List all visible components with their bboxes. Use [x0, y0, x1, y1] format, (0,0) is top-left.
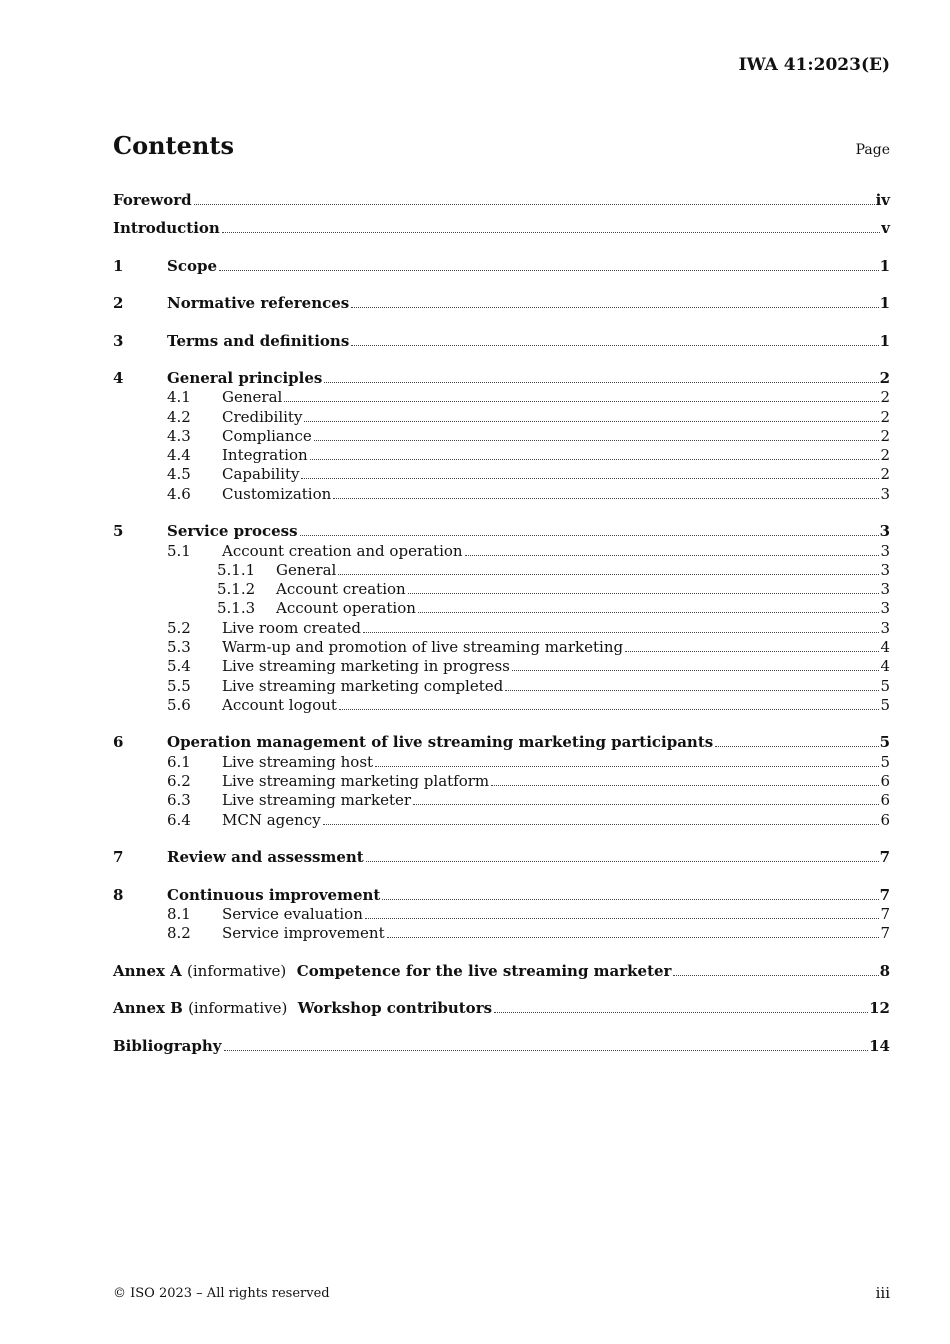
toc-entry-title: Integration [222, 446, 308, 465]
toc-entry-number: 6.2 [167, 772, 191, 791]
dot-leader [339, 709, 880, 710]
toc-entry-number: 1 [113, 256, 124, 275]
toc-entry-page: 2 [880, 388, 890, 407]
dot-leader [365, 918, 880, 919]
toc-entry[interactable] [113, 875, 890, 904]
toc-entry-title: Warm-up and promotion of live streaming marketing [222, 638, 624, 657]
annex-title: Competence for the live streaming marketer [296, 961, 672, 980]
toc-entry[interactable] [113, 904, 890, 923]
toc-entry[interactable] [113, 617, 890, 636]
toc-entry[interactable] [113, 637, 890, 656]
toc-entry[interactable] [113, 598, 890, 617]
toc-entry-title: Service process [167, 522, 298, 541]
toc-entry-number: 7 [113, 848, 124, 867]
dot-leader [625, 651, 879, 652]
toc-entry[interactable] [113, 656, 890, 675]
toc-entry-number: 5 [113, 522, 124, 541]
toc-entry-number: 2 [113, 294, 124, 312]
toc-entry[interactable] [113, 560, 890, 579]
page-column-label: Page [855, 142, 890, 158]
toc-entry-number: 8.1 [167, 904, 191, 923]
toc-entry-title: Capability [222, 465, 300, 484]
dot-leader [505, 690, 879, 691]
toc-entry-number: 4.1 [167, 388, 191, 407]
dot-leader [314, 440, 880, 441]
toc-entry-title: Foreword [113, 190, 192, 209]
toc-entry-title: Service evaluation [222, 904, 363, 923]
toc-entry-page: 5 [880, 695, 890, 714]
toc-entry-number: 4.2 [167, 407, 191, 426]
toc-entry-title: Live streaming marketing in progress [222, 657, 510, 676]
toc-entry-title: Customization [222, 484, 332, 503]
toc-entry-title: Terms and definitions [167, 331, 350, 350]
toc-entry-page: 3 [880, 618, 890, 637]
dot-leader [351, 345, 878, 346]
table-of-contents [113, 180, 890, 1055]
dot-leader [219, 270, 879, 271]
toc-entry[interactable] [113, 675, 890, 694]
toc-entry-title: Account logout [222, 695, 337, 714]
dot-leader [491, 785, 879, 786]
toc-entry-title: MCN agency [222, 810, 321, 829]
dot-leader [222, 232, 880, 233]
toc-entry-page: 3 [880, 484, 890, 503]
dot-leader [494, 1012, 868, 1013]
toc-entry-number: 5.1.1 [217, 560, 256, 579]
toc-entry-number: 4.4 [167, 446, 191, 465]
toc-entry[interactable] [113, 540, 890, 559]
toc-entry-number: 5.1 [167, 541, 191, 560]
toc-entry-title: Live streaming host [222, 752, 374, 771]
toc-entry[interactable] [113, 838, 890, 867]
dot-leader [387, 937, 880, 938]
toc-entry-page: 2 [880, 465, 890, 484]
toc-entry[interactable] [113, 426, 890, 445]
dot-leader [304, 421, 879, 422]
toc-entry-page: v [881, 219, 890, 237]
toc-entry[interactable] [113, 445, 890, 464]
dot-leader [715, 746, 878, 747]
toc-entry-title: Continuous improvement [167, 885, 381, 904]
toc-entry-page: 7 [880, 924, 890, 943]
annex-qualifier: (informative) [187, 961, 287, 980]
toc-entry-number: 5.6 [167, 695, 191, 714]
toc-entry-number: 5.3 [167, 638, 191, 657]
toc-entry-page: 2 [880, 426, 890, 445]
toc-entry-title: Compliance [222, 426, 312, 445]
toc-annex-title [113, 999, 492, 1017]
toc-entry-number: 6.4 [167, 810, 191, 829]
toc-entry-page: 1 [879, 256, 890, 275]
document-identifier: IWA 41:2023(E) [738, 55, 890, 75]
toc-entry-page: 5 [879, 733, 890, 752]
dot-leader [382, 899, 878, 900]
toc-entry-page: 3 [880, 599, 890, 618]
toc-entry-page: 7 [880, 904, 890, 923]
toc-entry-title: Review and assessment [167, 848, 364, 867]
contents-heading: Contents [113, 131, 234, 160]
toc-entry[interactable] [113, 579, 890, 598]
toc-entry-title: Live streaming marketing completed [222, 676, 504, 695]
toc-annex-title [113, 962, 671, 980]
toc-entry[interactable] [113, 771, 890, 790]
toc-entry-title: Credibility [222, 407, 303, 426]
toc-entry-page: 7 [879, 848, 890, 867]
dot-leader [284, 401, 879, 402]
toc-entry-number: 5.4 [167, 657, 191, 676]
toc-entry-page: 2 [880, 446, 890, 465]
toc-entry-title: Account creation and operation [222, 541, 463, 560]
toc-entry-title: Bibliography [113, 1036, 222, 1055]
toc-entry-page: 4 [880, 657, 890, 676]
toc-entry-page: 12 [869, 999, 890, 1018]
toc-entry-page: 8 [879, 961, 890, 980]
dot-leader [465, 555, 880, 556]
toc-entry-number: 5.2 [167, 618, 191, 637]
dot-leader [366, 861, 879, 862]
toc-entry-page: 3 [880, 560, 890, 579]
dot-leader [324, 382, 878, 383]
dot-leader [338, 574, 879, 575]
toc-entry-number: 4 [113, 369, 124, 387]
toc-entry-title: Scope [167, 256, 218, 275]
toc-entry[interactable] [113, 483, 890, 502]
dot-leader [418, 612, 880, 613]
dot-leader [194, 204, 875, 205]
toc-entry-title: Introduction [113, 219, 220, 237]
dot-leader [301, 478, 879, 479]
annex-qualifier: (informative) [188, 999, 288, 1018]
toc-entry[interactable] [113, 359, 890, 388]
toc-entry[interactable] [113, 723, 890, 752]
toc-entry-number: 8 [113, 885, 124, 904]
toc-entry-page: 5 [880, 752, 890, 771]
toc-entry-title: Operation management of live streaming marketing participants [167, 733, 714, 752]
toc-entry[interactable] [113, 321, 890, 350]
dot-leader [413, 804, 879, 805]
toc-entry-number: 3 [113, 331, 124, 350]
toc-entry[interactable] [113, 751, 890, 770]
toc-entry[interactable] [113, 923, 890, 942]
toc-entry-page: 14 [869, 1036, 890, 1055]
toc-entry-title: Live streaming marketing platform [222, 772, 490, 791]
copyright-notice: © ISO 2023 – All rights reserved [113, 1286, 330, 1301]
toc-entry-page: 1 [879, 294, 890, 312]
dot-leader [351, 307, 878, 308]
dot-leader [224, 1050, 869, 1051]
toc-entry-number: 5.1.3 [217, 599, 256, 618]
toc-entry-title: Service improvement [222, 924, 385, 943]
toc-entry-number: 4.5 [167, 465, 191, 484]
toc-entry-page: 7 [879, 885, 890, 904]
dot-leader [673, 975, 878, 976]
toc-annex-entry[interactable] [113, 951, 890, 980]
toc-entry-number: 6.3 [167, 791, 191, 810]
toc-entry[interactable] [113, 284, 890, 313]
toc-entry-page: 2 [880, 407, 890, 426]
dot-leader [363, 632, 879, 633]
toc-entry[interactable] [113, 406, 890, 425]
toc-entry-page: 3 [879, 522, 890, 541]
toc-entry[interactable] [113, 209, 890, 238]
dot-leader [333, 498, 879, 499]
dot-leader [310, 459, 880, 460]
toc-entry-number: 5.1.2 [217, 580, 256, 599]
toc-entry-number: 6.1 [167, 752, 191, 771]
toc-entry-page: 3 [880, 541, 890, 560]
toc-entry-title: General principles [167, 369, 323, 387]
toc-entry-number: 4.6 [167, 484, 191, 503]
toc-entry-page: iv [875, 190, 890, 209]
toc-entry-page: 3 [880, 580, 890, 599]
toc-entry-number: 4.3 [167, 426, 191, 445]
toc-entry-page: 6 [880, 772, 890, 791]
toc-entry[interactable] [113, 809, 890, 828]
toc-annex-entry[interactable] [113, 989, 890, 1018]
toc-entry-title: General [222, 388, 283, 407]
toc-entry[interactable] [113, 180, 890, 209]
toc-entry-page: 4 [880, 638, 890, 657]
dot-leader [512, 670, 880, 671]
annex-label: Annex A [113, 961, 182, 980]
toc-entry-number: 6 [113, 733, 124, 752]
dot-leader [375, 766, 879, 767]
toc-entry[interactable] [113, 790, 890, 809]
toc-entry-title: Live streaming marketer [222, 791, 412, 810]
toc-entry[interactable] [113, 512, 890, 541]
dot-leader [300, 535, 879, 536]
toc-entry[interactable] [113, 695, 890, 714]
toc-entry[interactable] [113, 387, 890, 406]
toc-entry-page: 1 [879, 331, 890, 350]
toc-entry-title: General [276, 560, 337, 579]
toc-entry-number: 8.2 [167, 924, 191, 943]
toc-entry-number: 5.5 [167, 676, 191, 695]
toc-entry-page: 2 [879, 369, 890, 387]
dot-leader [323, 824, 880, 825]
toc-entry-page: 6 [880, 791, 890, 810]
toc-bibliography-entry[interactable] [113, 1026, 890, 1055]
dot-leader [408, 593, 880, 594]
page-number: iii [875, 1284, 890, 1302]
toc-entry[interactable] [113, 464, 890, 483]
annex-title: Workshop contributors [297, 999, 493, 1018]
toc-entry-title: Normative references [167, 294, 350, 312]
toc-entry-title: Live room created [222, 618, 361, 637]
toc-entry-title: Account creation [276, 580, 406, 599]
toc-entry[interactable] [113, 246, 890, 275]
toc-entry-page: 6 [880, 810, 890, 829]
toc-entry-page: 5 [880, 676, 890, 695]
annex-label: Annex B [113, 999, 183, 1018]
toc-entry-title: Account operation [276, 599, 416, 618]
